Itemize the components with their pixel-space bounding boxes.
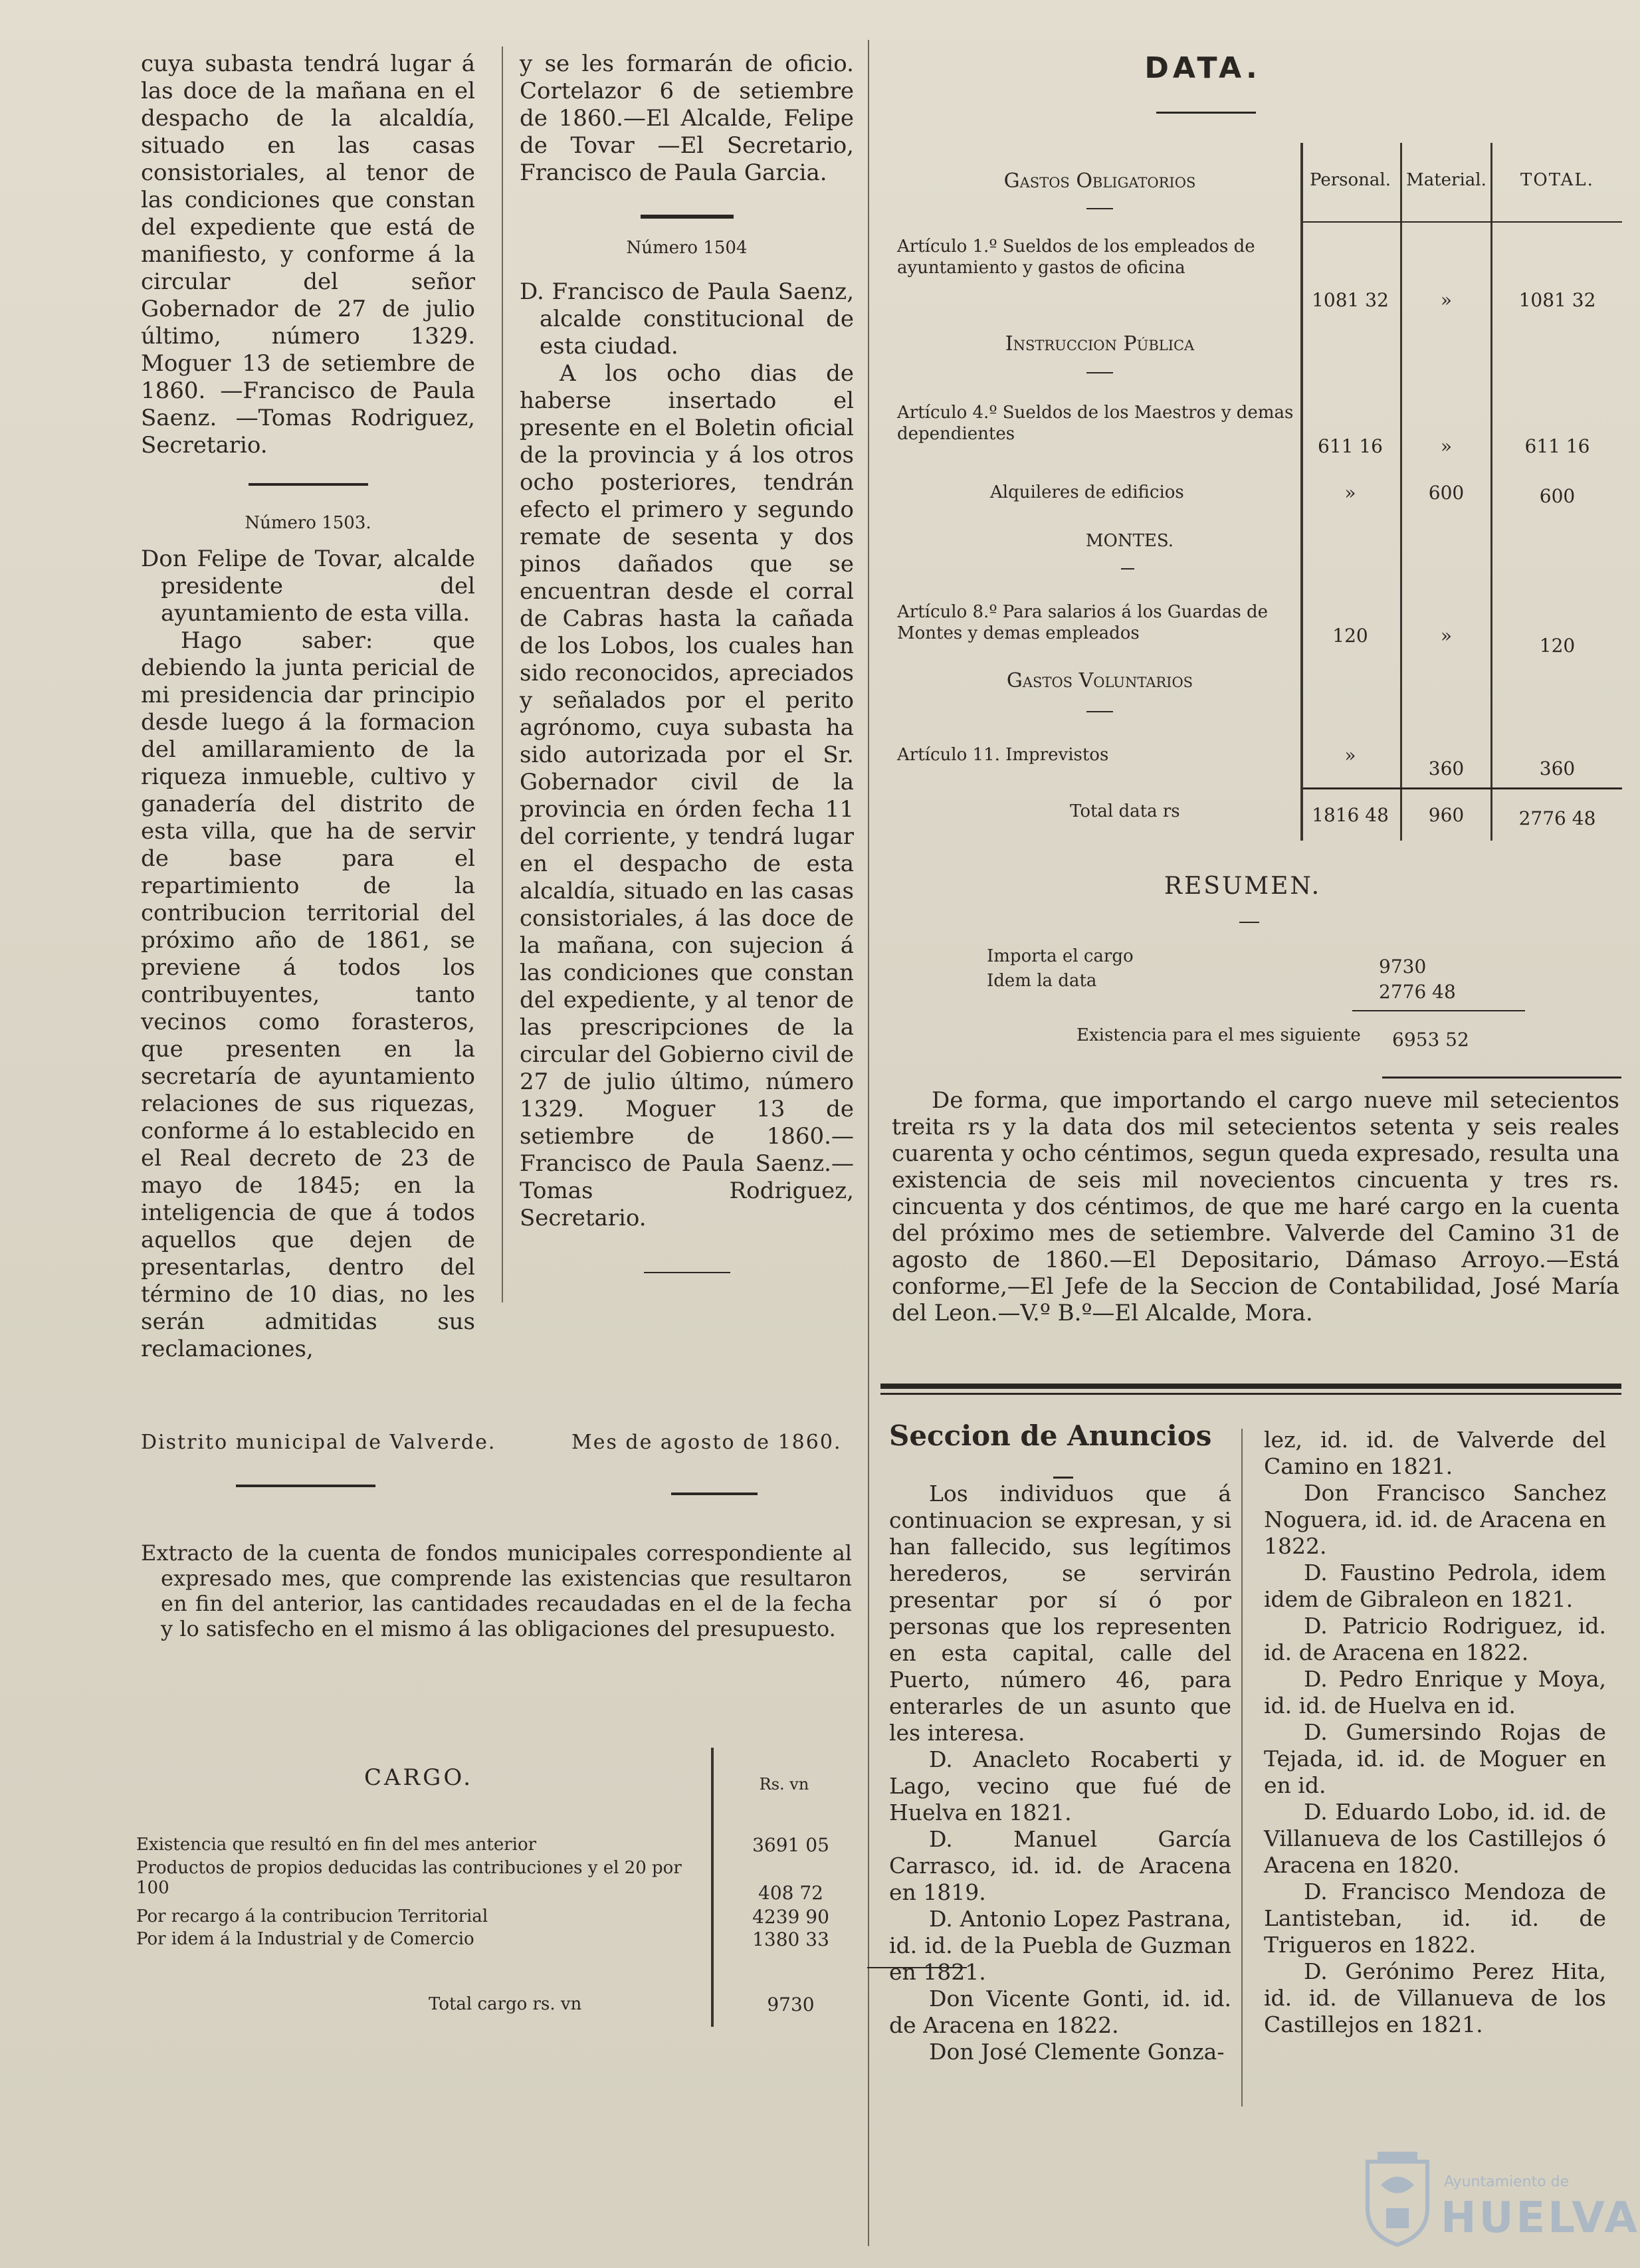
column-header-material: Material. <box>1406 170 1486 190</box>
title-underline <box>1053 1477 1073 1479</box>
section-double-rule <box>880 1384 1621 1389</box>
resumen-cargo-value: 9730 <box>1379 956 1427 978</box>
total-rule <box>1352 1010 1525 1011</box>
data-row-personal: 611 16 <box>1318 435 1383 457</box>
data-total-label: Total data rs <box>1070 801 1180 821</box>
month-heading: Mes de agosto de 1860. <box>571 1431 842 1454</box>
crest-icon <box>1361 2148 1434 2248</box>
list-item: lez, id. id. de Valverde del Camino en 1821. <box>1264 1427 1606 1479</box>
resumen-cargo-label: Importa el cargo <box>987 946 1134 966</box>
separator-rule <box>641 215 734 219</box>
cargo-row <box>136 1906 854 1928</box>
district-heading: Distrito municipal de Valverde. <box>141 1431 496 1454</box>
data-table <box>887 143 1625 834</box>
data-total-material: 960 <box>1428 804 1465 826</box>
title-underline <box>1239 922 1259 923</box>
column-1 <box>141 51 475 1363</box>
cargo-total-label: Total cargo rs. vn <box>429 1994 582 2014</box>
data-row-personal: 1081 32 <box>1312 289 1389 311</box>
separator-rule <box>236 1485 375 1487</box>
anuncios-column-right <box>1264 1427 1606 2038</box>
cargo-title: CARGO. <box>363 1764 474 1791</box>
header-rule <box>1303 221 1622 223</box>
data-row-material: » <box>1440 435 1453 457</box>
section-rule <box>1086 208 1113 209</box>
data-row-total: 360 <box>1539 758 1576 779</box>
total-rule <box>1303 787 1622 789</box>
cargo-row-label: Por recargo á la contribucion Territorial <box>136 1907 488 1926</box>
resumen-table <box>887 944 1625 1077</box>
text-paragraph: y se les formarán de oficio. Cortelazor 6 de setiembre de 1860.—El Alcalde, Felipe de Tovar —El Secretario, Francisco de Paula Garcia. <box>520 51 854 186</box>
text-paragraph: cuya subasta tendrá lugar á las doce de la mañana en el despacho de la alcaldía, situado en las casas consistoriales, al tenor de las condiciones que constan del expediente que está de manifiesto, y conforme á la circular del señor Gobernador de 27 de julio último, número 1329. Moguer 13 de setiembre de 1860. —Francisco de Paula Saenz. —Tomas Rodriguez, Secretario. <box>141 51 475 459</box>
section-double-rule <box>880 1393 1621 1395</box>
resumen-paragraph: De forma, que importando el cargo nueve mil setecientos treita rs y la data dos mil setecientos setenta y seis reales cuarenta y ocho céntimos, segun queda expresado, resulta una existencia de seis mil novecientos cincuenta y tres rs. cincuenta y dos céntimos, de que me haré cargo en la cuenta del próximo mes de setiembre. Valverde del Camino 31 de agosto de 1860.—El Depositario, Dámaso Arroyo.—Está conforme,—El Jefe de la Seccion de Contabilidad, José María del Leon.—V.º B.º—El Alcalde, Mora. <box>892 1087 1619 1326</box>
data-total-personal: 1816 48 <box>1312 804 1389 826</box>
cargo-total-row <box>136 1994 854 2017</box>
cargo-row-label: Productos de propios deducidas las contribuciones y el 20 por 100 <box>136 1858 682 1898</box>
list-item: D. Francisco Mendoza de Lantisteban, id. id. de Trigueros en 1822. <box>1264 1879 1606 1958</box>
watermark-logo <box>1361 2148 1640 2248</box>
list-item: D. Faustino Pedrola, idem idem de Gibraleon en 1821. <box>1264 1560 1606 1612</box>
notice-heading: D. Francisco de Paula Saenz, alcalde constitucional de esta ciudad. <box>520 278 854 360</box>
list-item: D. Pedro Enrique y Moya, id. id. de Huelva en id. <box>1264 1666 1606 1718</box>
column-header-total: TOTAL. <box>1520 170 1594 190</box>
resumen-data-value: 2776 48 <box>1379 981 1456 1003</box>
anuncios-title: Seccion de Anuncios <box>889 1419 1212 1452</box>
data-total-total: 2776 48 <box>1518 807 1596 829</box>
list-item: Don José Clemente Gonza- <box>929 2039 1225 2065</box>
cargo-row <box>136 1858 854 1906</box>
data-row-material: » <box>1440 625 1453 647</box>
data-row-total: 611 16 <box>1524 435 1590 457</box>
data-row-total: 600 <box>1539 485 1576 507</box>
data-row-personal: 120 <box>1332 625 1368 647</box>
data-row-personal: » <box>1344 482 1356 504</box>
list-item: D. Gerónimo Perez Hita, id. id. de Villanueva de los Castillejos en 1821. <box>1264 1958 1606 2037</box>
cargo-row-amount: 3691 05 <box>752 1834 829 1856</box>
section-rule <box>1086 372 1113 373</box>
notice-number: Número 1504 <box>626 238 748 258</box>
section-heading: Gastos Obligatorios <box>1003 169 1196 193</box>
data-row-label: Artículo 11. Imprevistos <box>897 745 1109 765</box>
separator-rule <box>671 1493 758 1495</box>
title-underline <box>1156 112 1256 114</box>
column-divider <box>502 47 503 1302</box>
list-item: D. Eduardo Lobo, id. id. de Villanueva de los Castillejos ó Aracena en 1820. <box>1264 1799 1606 1878</box>
section-rule <box>1121 568 1134 569</box>
list-item: D. Gumersindo Rojas de Tejada, id. id. de Moguer en en id. <box>1264 1719 1606 1798</box>
extract-paragraph: Extracto de la cuenta de fondos municipales correspondiente al expresado mes, que comprende las existencias que resultaron en fin del anterior, las cantidades recaudadas en el de la fecha y lo satisfecho en el mismo á las obligaciones del presupuesto. <box>141 1540 852 1641</box>
data-row-material: » <box>1440 289 1453 311</box>
section-heading: Instruccion Pública <box>1005 332 1195 356</box>
column-header-personal: Personal. <box>1310 170 1391 190</box>
notice-body: Hago saber: que debiendo la junta pericial de mi presidencia dar principio desde luego á la formacion del amillaramiento de la riqueza inmueble, cultivo y ganadería del distrito de esta villa, que ha de servir de base para el repartimiento de la contribucion territorial del próximo año de 1861, se previene á todos los contribuyentes, tanto vecinos como forasteros, que presenten en la secretaría de ayuntamiento relaciones de sus riquezas, conforme á lo establecido en el Real decreto de 23 de mayo de 1845; en la inteligencia de que á todos aquellos que dejen de presentarlas, dentro del término de 10 dias, no les serán admitidas sus reclamaciones, <box>141 627 475 1362</box>
watermark-line2: HUELVA <box>1441 2194 1640 2243</box>
cargo-row-label: Existencia que resultó en fin del mes anterior <box>136 1835 537 1855</box>
list-item: D. Patricio Rodriguez, id. id. de Aracena en 1822. <box>1264 1613 1606 1665</box>
column-2 <box>520 51 854 1273</box>
list-item: D. Antonio Lopez Pastrana, id. id. de la Puebla de Guzman en 1821. <box>889 1906 1231 1985</box>
data-row-material: 360 <box>1428 758 1465 779</box>
notice-body: A los ocho dias de haberse insertado el presente en el Boletin oficial de la provincia y á los otros ocho posteriores, tendrán efecto el primero y segundo remate de sesenta y dos pinos dañados que se encuentran desde el corral de Cabras hasta la cañada de los Lobos, los cuales han sido reconocidos, apreciados y señalados por el perito agrónomo, cuya subasta ha sido autorizada por el Sr. Gobernador civil de la provincia en órden fecha 11 del corriente, y tendrá lugar en el despacho de esta alcaldía, situado en las casas consistoriales, á las doce de la mañana, con sujecion á las condiciones que constan del expediente, y al tenor de las prescripciones de la circular del Gobierno civil de 27 de julio último, número 1329. Moguer 13 de setiembre de 1860.—Francisco de Paula Saenz.—Tomas Rodriguez, Secretario. <box>520 360 854 1231</box>
data-row-total: 120 <box>1539 635 1576 657</box>
resumen-title: RESUMEN. <box>1164 873 1322 900</box>
column-divider <box>868 40 869 2246</box>
data-row-material: 600 <box>1428 482 1465 504</box>
data-row-total: 1081 32 <box>1518 289 1596 311</box>
notice-number: Número 1503. <box>245 513 371 533</box>
list-item: D. Anacleto Rocaberti y Lago, vecino que fué de Huelva en 1821. <box>889 1746 1231 1825</box>
section-rule <box>1086 711 1113 712</box>
list-item: Don Vicente Gonti, id. id. de Aracena en 1822. <box>889 1986 1231 2038</box>
anuncios-column-left: Los individuos que á continuacion se expresan, y si han fallecido, sus legítimos herederos, se servirán presentar por sí ó por personas que los representen en esta capital, calle del Puerto, número 46, para enterarles de un asunto que les interesa. D. Anacleto Rocaberti y Lago, vecino que fué de Huelva en 1821. D. Manuel García Carrasco, id. id. de Aracena en 1819. D. Antonio Lopez Pastrana, id. id. de la Puebla de Guzman en 1821. Don Vicente Gonti, id. id. de Aracena en 1822. Don José Clemente Gonza- <box>889 1481 1231 2065</box>
data-row-label: Artículo 8.º Para salarios á los Guardas de Montes y demas empleados <box>897 602 1269 643</box>
cargo-table <box>136 1834 854 2015</box>
cargo-row-amount: 1380 33 <box>752 1928 829 1950</box>
resumen-exist-value: 6953 52 <box>1392 1029 1469 1051</box>
cargo-row <box>136 1928 854 1951</box>
list-item: D. Manuel García Carrasco, id. id. de Aracena en 1819. <box>889 1826 1231 1905</box>
watermark-line1: Ayuntamiento de <box>1444 2174 1570 2190</box>
data-row-personal: » <box>1344 744 1356 766</box>
cargo-total-amount: 9730 <box>767 1994 815 2015</box>
separator-rule <box>249 483 368 486</box>
cargo-row-amount: 4239 90 <box>752 1906 829 1928</box>
list-item: Don Francisco Sanchez Noguera, id. id. de Aracena en 1822. <box>1264 1480 1606 1559</box>
data-row-label: Artículo 4.º Sueldos de los Maestros y demas dependientes <box>897 403 1294 444</box>
cargo-row-label: Por idem á la Industrial y de Comercio <box>136 1929 474 1949</box>
cargo-row-amount: 408 72 <box>758 1882 823 1904</box>
section-heading: Gastos Voluntarios <box>1006 669 1193 692</box>
section-heading: MONTES. <box>1085 531 1174 551</box>
data-row-label: Artículo 1.º Sueldos de los empleados de ayuntamiento y gastos de oficina <box>897 237 1255 278</box>
resumen-exist-label: Existencia para el mes siguiente <box>1076 1025 1361 1045</box>
column-divider <box>1241 1429 1243 2107</box>
data-title: DATA. <box>1144 51 1261 85</box>
data-row-label: Alquileres de edificios <box>990 482 1184 502</box>
resumen-data-label: Idem la data <box>987 971 1097 991</box>
separator-rule <box>1382 1077 1621 1079</box>
cargo-row <box>136 1834 854 1858</box>
notice-heading: Don Felipe de Tovar, alcalde presidente del ayuntamiento de esta villa. <box>141 546 475 627</box>
separator-rule <box>644 1272 730 1273</box>
cargo-column-header: Rs. vn <box>759 1775 809 1794</box>
